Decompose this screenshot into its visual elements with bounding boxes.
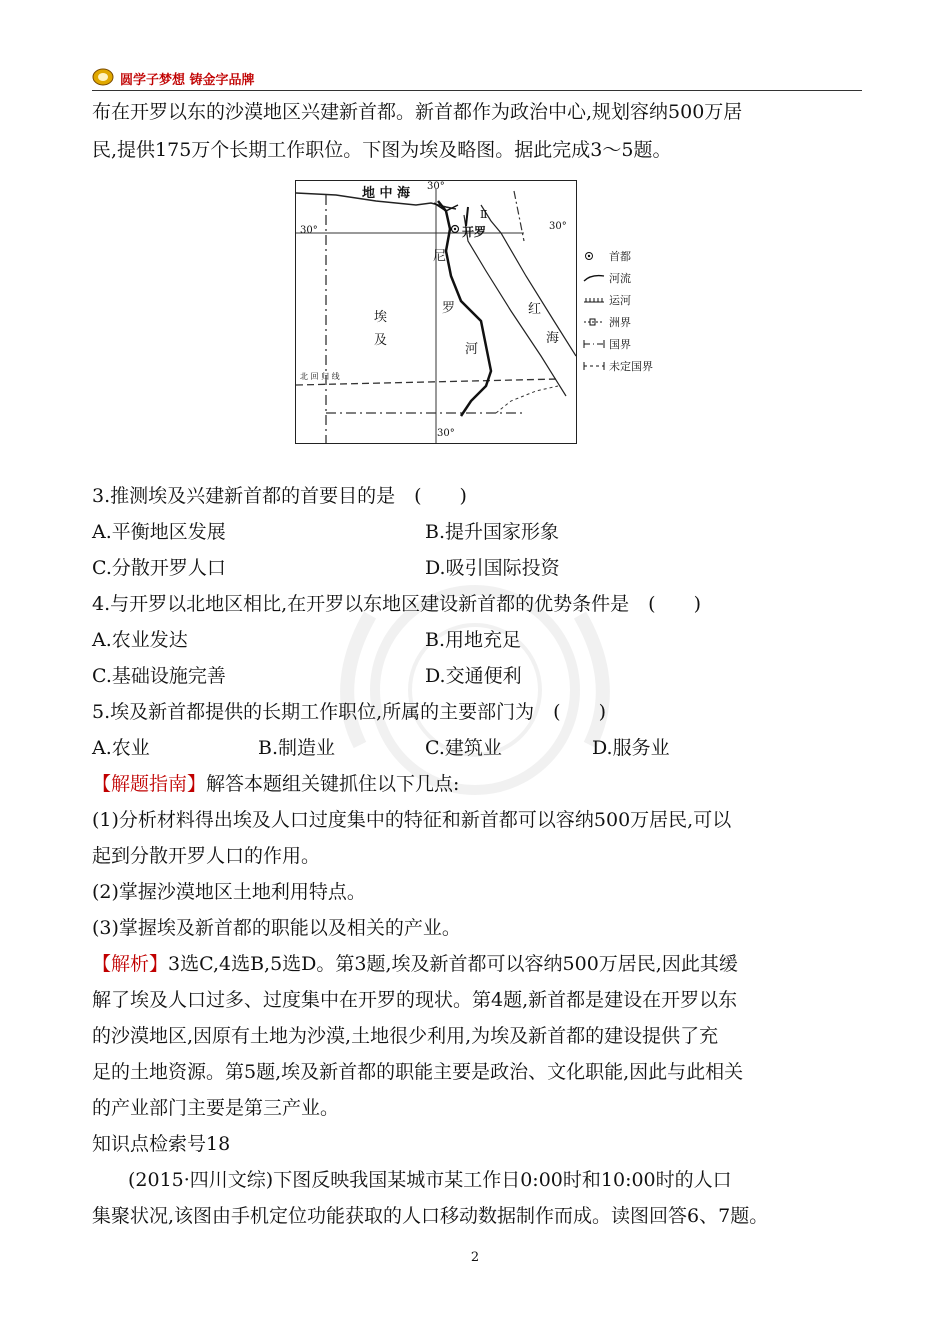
- legend-label: 国界: [609, 338, 631, 351]
- brand-slogan: 圆学子梦想 铸金字品牌: [120, 73, 255, 88]
- intro-line-2: 民,提供175万个长期工作职位。下图为埃及略图。据此完成3～5题。: [92, 139, 672, 161]
- national-border-icon: [583, 338, 605, 350]
- legend-label: 首都: [609, 250, 631, 263]
- guide-point-1a: (1)分析材料得出埃及人口过度集中的特征和新首都可以容纳500万居民,可以: [92, 809, 732, 831]
- analysis-line-3: 的沙漠地区,因原有土地为沙漠,土地很少利用,为埃及新首都的建设提供了充: [92, 1025, 719, 1047]
- canal-icon: [583, 294, 605, 306]
- map-label-egypt-1: 埃: [374, 310, 388, 325]
- map-label-lon30-bottom: 30°: [437, 428, 455, 439]
- analysis-line-4: 足的土地资源。第5题,埃及新首都的职能主要是政治、文化职能,因此与此相关: [92, 1061, 744, 1083]
- q4-stem: 4.与开罗以北地区相比,在开罗以东地区建设新首都的优势条件是 ( ): [92, 593, 701, 615]
- map-label-nile-3: 河: [465, 342, 479, 357]
- guide-heading: [92, 772, 459, 796]
- guide-point-3: (3)掌握埃及新首都的职能以及相关的产业。: [92, 917, 461, 939]
- capital-icon: [583, 250, 605, 262]
- legend-item: [583, 290, 683, 312]
- q5-option-b: B.制造业: [258, 737, 336, 759]
- legend-label: 洲界: [609, 316, 631, 329]
- guide-point-1b: 起到分散开罗人口的作用。: [92, 845, 321, 867]
- page-header: [92, 66, 862, 92]
- river-icon: [583, 272, 605, 284]
- undetermined-border-icon: [583, 360, 605, 372]
- map-label-lat30-left: 30°: [300, 225, 318, 236]
- header-rule: [92, 90, 862, 91]
- next-question-line-1: (2015·四川文综)下图反映我国某城市某工作日0:00时和10:00时的人口: [128, 1169, 732, 1191]
- map-label-mediterranean: 地 中 海: [362, 186, 411, 201]
- page-number: 2: [470, 1250, 480, 1265]
- analysis-line-5: 的产业部门主要是第三产业。: [92, 1097, 340, 1119]
- q3-option-a: A.平衡地区发展: [92, 521, 226, 543]
- map-label-lat30-right: 30°: [549, 221, 567, 232]
- next-question-line-2: 集聚状况,该图由手机定位功能获取的人口移动数据制作而成。读图回答6、7题。: [92, 1205, 769, 1227]
- map-legend: [583, 246, 683, 378]
- legend-label: 未定国界: [609, 360, 653, 373]
- q4-option-c: C.基础设施完善: [92, 665, 226, 687]
- map-label-nile-1: 尼: [433, 249, 447, 264]
- legend-item: [583, 268, 683, 290]
- q5-stem: 5.埃及新首都提供的长期工作职位,所属的主要部门为 ( ): [92, 701, 606, 723]
- map-label-lon30-top: 30°: [427, 181, 445, 192]
- q5-option-d: D.服务业: [592, 737, 670, 759]
- analysis-line-1: [92, 952, 738, 976]
- brand-logo-icon: [92, 68, 114, 86]
- egypt-map: [295, 180, 577, 444]
- map-label-egypt-2: 及: [374, 333, 388, 348]
- analysis-text: 3选C,4选B,5选D。第3题,埃及新首都可以容纳500万居民,因此其缓: [168, 953, 738, 975]
- analysis-line-2: 解了埃及人口过多、过度集中在开罗的现状。第4题,新首都是建设在开罗以东: [92, 989, 738, 1011]
- legend-item: [583, 312, 683, 334]
- continent-border-icon: [583, 316, 605, 328]
- q4-option-d: D.交通便利: [425, 665, 522, 687]
- q3-option-c: C.分散开罗人口: [92, 557, 226, 579]
- q3-option-b: B.提升国家形象: [425, 521, 560, 543]
- legend-label: 运河: [609, 294, 631, 307]
- guide-point-2: (2)掌握沙漠地区土地利用特点。: [92, 881, 366, 903]
- legend-item: [583, 246, 683, 268]
- map-label-red-2: 海: [546, 331, 560, 346]
- map-label-cairo: 开罗: [462, 225, 487, 239]
- analysis-tag: 【解析】: [92, 953, 169, 975]
- map-label-roman2: Ⅱ: [480, 208, 488, 221]
- legend-item: [583, 334, 683, 356]
- q3-option-d: D.吸引国际投资: [425, 557, 560, 579]
- intro-line-1: 布在开罗以东的沙漠地区兴建新首都。新首都作为政治中心,规划容纳500万居: [92, 101, 743, 123]
- guide-text: 解答本题组关键抓住以下几点:: [206, 773, 460, 795]
- map-label-nile-2: 罗: [442, 301, 456, 316]
- map-label-tropic: 北 回 归 线: [300, 372, 340, 381]
- knowledge-index: 知识点检索号18: [92, 1133, 231, 1155]
- legend-item: [583, 356, 683, 378]
- q4-option-a: A.农业发达: [92, 629, 188, 651]
- guide-tag: 【解题指南】: [92, 773, 207, 795]
- q5-option-c: C.建筑业: [425, 737, 502, 759]
- map-label-red-1: 红: [528, 302, 542, 317]
- q3-stem: 3.推测埃及兴建新首都的首要目的是 ( ): [92, 485, 467, 507]
- q5-option-a: A.农业: [92, 737, 150, 759]
- q4-option-b: B.用地充足: [425, 629, 522, 651]
- legend-label: 河流: [609, 272, 631, 285]
